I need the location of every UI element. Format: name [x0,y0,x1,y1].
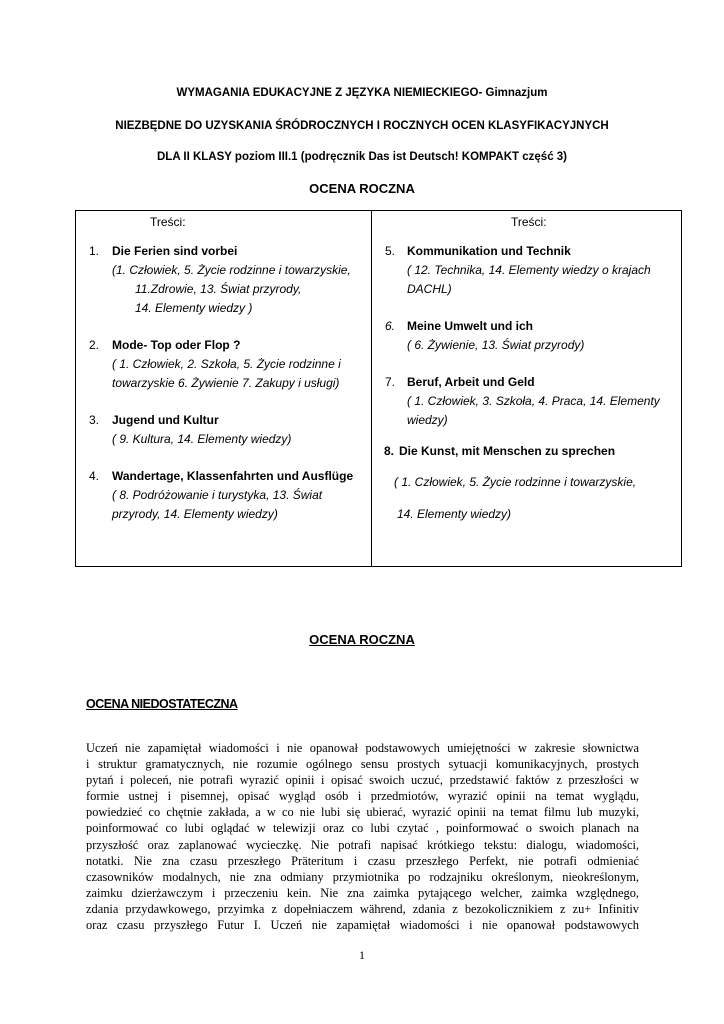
paragraph-line: formie ustnej i pisemnej, opisać wygląd osób i przedmiotów, wyrazić opinii na temat wyglądu, [86,789,639,804]
paragraph-line: powiedzieć co chętnie zakłada, a w co nie lubi się ubierać, wyrazić opinii na temat filmu lub muzyki, [86,805,639,820]
doc-title-line-1: WYMAGANIA EDUKACYJNE Z JĘZYKA NIEMIECKIEGO- Gimnazjum [176,87,548,99]
unit-topics: towarzyskie 6. Żywienie 7. Zakupy i usługi) [112,376,340,390]
section-title: OCENA ROCZNA [309,632,415,647]
paragraph-line: i struktur gramatycznych, nie rozumie ogólnego sensu prostych sytuacji komunikacyjnych, prostych [86,757,639,772]
unit-number: 8. [384,444,395,458]
unit-title: Die Kunst, mit Menschen zu sprechen [399,444,616,458]
unit-number: 5. [385,244,396,258]
grade-heading: OCENA NIEDOSTATECZNA [86,697,238,711]
doc-title-line-4: OCENA ROCZNA [309,181,415,196]
right-column-header: Treści: [511,215,547,229]
unit-topics: wiedzy) [407,413,448,427]
unit-topics: 14. Elementy wiedzy) [397,507,512,521]
unit-number: 1. [89,244,100,258]
paragraph-line: poinformować co lubi oglądać w telewizji oraz co lubi czytać , poinformować o swoich planach na [86,821,639,836]
unit-title: Jugend und Kultur [112,413,219,427]
unit-topics: ( 1. Człowiek, 5. Życie rodzinne i towarzyskie, [394,475,637,489]
unit-topics: 14. Elementy wiedzy ) [135,301,253,315]
unit-number: 4. [89,469,100,483]
unit-topics: ( 1. Człowiek, 2. Szkoła, 5. Życie rodzinne i [112,357,341,371]
unit-topics: ( 8. Podróżowanie i turystyka, 13. Świat [112,488,323,502]
unit-number: 7. [385,375,396,389]
paragraph-line: notatki. Nie zna czasu przeszłego Präteritum i czasu przeszłego Perfekt, nie potrafi odmieniać [86,853,639,868]
unit-number: 2. [89,338,100,352]
paragraph-line: pytań i poleceń, nie potrafi wyrazić opinii i opisać swoich uczuć, przedstawić faktów z przeszłości w [86,773,639,788]
unit-title: Kommunikation und Technik [407,244,571,258]
unit-number: 6. [385,319,396,333]
unit-topics: DACHL) [407,282,452,296]
doc-title-line-3: DLA II KLASY poziom III.1 (podręcznik Das ist Deutsch! KOMPAKT część 3) [156,151,568,163]
unit-title: Meine Umwelt und ich [407,319,534,333]
contents-table [75,210,682,567]
grade-description [86,740,639,933]
paragraph-line: przyszłość oraz zaplanować wycieczkę. Nie potrafi napisać krótkiego tekstu: dialogu, wiadomości, [86,837,639,852]
unit-topics: ( 1. Człowiek, 3. Szkoła, 4. Praca, 14. Elementy [407,394,660,408]
paragraph-line: oraz czasu przyszłego Futur I. Uczeń nie zapamiętał wiadomości i nie opanował podstawowych [86,918,639,933]
unit-title: Wandertage, Klassenfahrten und Ausflüge [112,469,354,483]
paragraph-line: zaimku dzierżawczym i przeczeniu kein. Nie zna zaimka pytającego welcher, zaimka względnego, [86,885,639,900]
paragraph-line: zdania przydawkowego, przyimka z dopełniaczem während, zdania z bezokolicznikiem z zu+ Infinitiv [86,901,639,916]
paragraph-line: czasowników modalnych, nie zna odmiany przymiotnika po rodzajniku określonym, nieokreślonym, [86,869,639,884]
unit-title: Beruf, Arbeit und Geld [407,375,535,389]
unit-topics: 11.Zdrowie, 13. Świat przyrody, [135,282,302,296]
left-column-header: Treści: [150,215,186,229]
unit-title: Mode- Top oder Flop ? [112,338,241,352]
doc-title-line-2: NIEZBĘDNE DO UZYSKANIA ŚRÓDROCZNYCH I ROCZNYCH OCEN KLASYFIKACYJNYCH [115,120,609,132]
unit-number: 3. [89,413,100,427]
unit-title: Die Ferien sind vorbei [112,244,238,258]
unit-topics: ( 6. Żywienie, 13. Świat przyrody) [407,338,585,352]
unit-topics: (1. Człowiek, 5. Życie rodzinne i towarzyskie, [112,263,351,277]
table-divider [371,211,372,566]
unit-topics: przyrody, 14. Elementy wiedzy) [112,507,278,521]
unit-topics: ( 9. Kultura, 14. Elementy wiedzy) [112,432,292,446]
page-number: 1 [359,948,365,962]
unit-topics: ( 12. Technika, 14. Elementy wiedzy o krajach [407,263,651,277]
paragraph-line: Uczeń nie zapamiętał wiadomości i nie opanował podstawowych umiejętności w zakresie słownictwa [86,741,639,755]
